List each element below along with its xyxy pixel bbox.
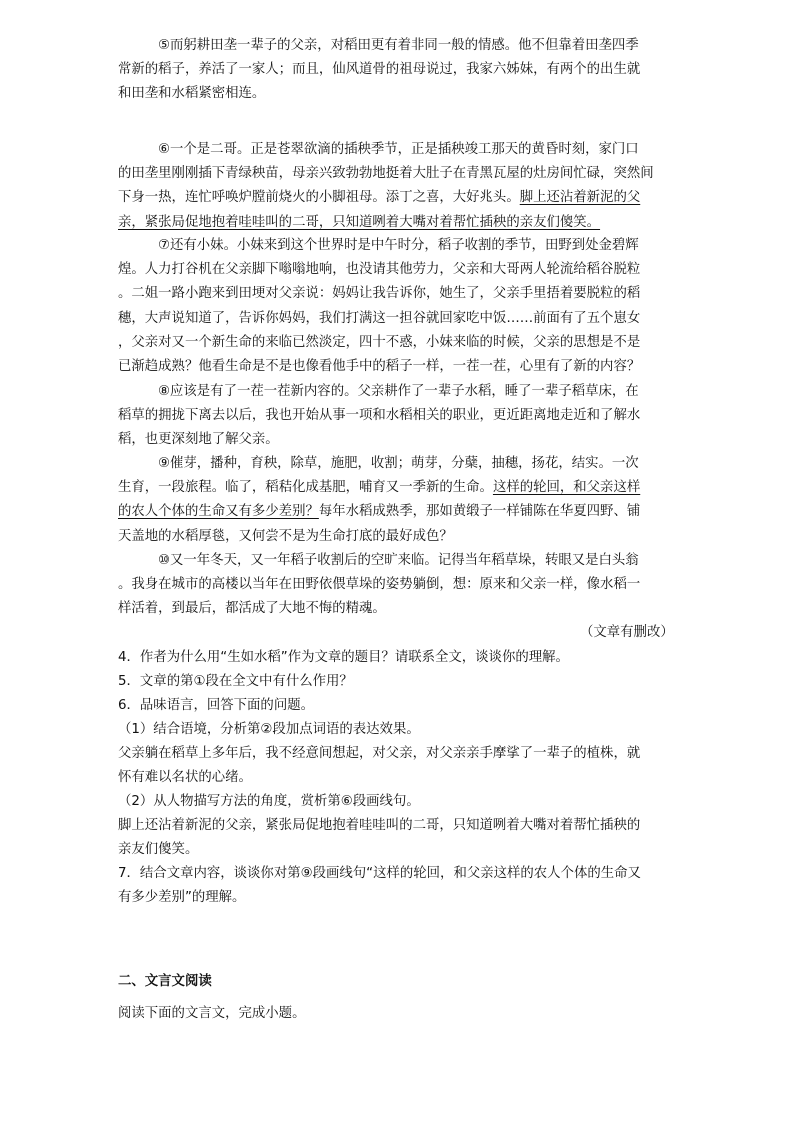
paragraph-5 [118, 34, 670, 107]
paragraph-line: ⑨催芽，播种，育秧，除草，施肥，收割；萌芽，分蘖，抽穗，扬花，结实。一次 [158, 456, 639, 471]
paragraph-line: 稻，也更深刻地了解父亲。 [118, 432, 279, 448]
paragraph-line [118, 500, 670, 524]
underlined-sentence: 这样的轮回，和父亲这样 [492, 480, 641, 496]
paragraph-line: ⑦还有小妹。小妹来到这个世界时是中午时分，稻子收割的季节，田野到处金碧辉 [158, 238, 639, 253]
paragraph-line: ⑩又一年冬天，又一年稻子收割后的空旷来临。记得当年稻草垛，转眼又是白头翁 [158, 553, 639, 568]
paragraph-10 [118, 549, 670, 622]
paragraph-line: 天盖地的水稻厚毯，又何尝不是为生命打底的最好成色？ [118, 528, 453, 544]
section-instruction: 阅读下面的文言文，完成小题。 [118, 1006, 306, 1021]
paragraph-line: 穗，大声说知道了，告诉你妈妈，我们打满这一担谷就回家吃中饭……前面有了五个崽女 [118, 310, 641, 326]
question-6-1: （1）结合语境，分析第②段加点词语的表达效果。 [118, 722, 420, 737]
paragraph-line: 的田垄里刚刚插下青绿秧苗，母亲兴致勃勃地挺着大肚子在青黑瓦屋的灶房间忙碌，突然间 [118, 166, 654, 182]
question-6-1-text: 怀有难以名状的心绪。 [118, 770, 252, 785]
underlined-sentence: 的农人个体的生命又有多少差别？ [118, 504, 319, 520]
question-4: 4．作者为什么用“生如水稻”作为文章的题目？请联系全文，谈谈你的理解。 [118, 650, 569, 665]
question-5: 5．文章的第①段在全文中有什么作用？ [118, 674, 353, 689]
paragraph-line: 煌。人力打谷机在父亲脚下嗡嗡地响，也没请其他劳力，父亲和大哥两人轮流给稻谷脱粒 [118, 262, 641, 278]
paragraph-line: ，父亲对又一个新生命的来临已然淡定，四十不惑，小妹来临的时候，父亲的思想是不是 [118, 334, 641, 350]
question-6-2-text: 脚上还沾着新泥的父亲，紧张局促地抱着哇哇叫的二哥，只知道咧着大嘴对着帮忙插秧的 [118, 818, 641, 833]
paragraph-8 [118, 380, 670, 453]
paragraph-line: 样活着，到最后，都活成了大地不悔的精魂。 [118, 601, 386, 617]
paragraph-line: 。我身在城市的高楼以当年在田野依偎草垛的姿势躺倒，想：原来和父亲一样，像水稻一 [118, 577, 641, 593]
section-title: 二、文言文阅读 [118, 974, 212, 989]
question-6: 6．品味语言，回答下面的问题。 [118, 698, 314, 713]
paragraph-line: 。二姐一路小跑来到田埂对父亲说：妈妈让我告诉你，她生了，父亲手里捂着要脱粒的稻 [118, 286, 641, 302]
paragraph-line: ⑧应该是有了一茬一茬新内容的。父亲耕作了一辈子水稻，睡了一辈子稻草床，在 [158, 384, 639, 399]
paragraph-text: 每年水稻成熟季，那如黄缎子一样铺陈在华夏四野、铺 [318, 504, 641, 520]
paragraph-line [118, 476, 670, 500]
paragraph-line [118, 186, 670, 210]
question-7: 7．结合文章内容，谈谈你对第⑨段画线句“这样的轮回，和父亲这样的农人个体的生命又 [118, 866, 641, 881]
paragraph-line: 和田垄和水稻紧密相连。 [118, 86, 266, 102]
underlined-sentence: 亲，紧张局促地抱着哇哇叫的二哥，只知道咧着大嘴对着帮忙插秧的亲友们傻笑。 [118, 214, 601, 230]
underlined-sentence: 脚上还沾着新泥的父 [519, 190, 641, 206]
paragraph-line: 已渐趋成熟？他看生命是不是也像看他手中的稻子一样，一茬一茬，心里有了新的内容？ [118, 359, 641, 375]
paragraph-6 [118, 138, 670, 235]
paragraph-line: ⑥一个是二哥。正是苍翠欲滴的插秧季节，正是插秧竣工那天的黄昏时刻，家门口 [158, 142, 639, 157]
paragraph-7 [118, 234, 670, 379]
paragraph-line: 常新的稻子，养活了一家人；而且，仙风道骨的祖母说过，我家六姊妹，有两个的出生就 [118, 62, 641, 78]
paragraph-text: 生育，一段旅程。临了，稻秸化成基肥，哺育又一季新的生命。 [118, 480, 493, 496]
paragraph-line: ⑤而躬耕田垄一辈子的父亲，对稻田更有着非同一般的情感。他不但靠着田垄四季 [158, 38, 639, 53]
source-note: （文章有删改） [580, 625, 674, 640]
paragraph-text: 下身一热，连忙呼唤炉膛前烧火的小脚祖母。添丁之喜，大好兆头。 [118, 190, 520, 206]
paragraph-line [118, 211, 670, 235]
question-6-2: （2）从人物描写方法的角度，赏析第⑥段画线句。 [118, 794, 420, 809]
question-6-2-text: 亲友们傻笑。 [118, 842, 199, 857]
paragraph-9 [118, 452, 670, 549]
question-6-1-text: 父亲躺在稻草上多年后，我不经意间想起，对父亲，对父亲亲手摩挲了一辈子的植株，就 [118, 746, 641, 761]
question-7: 有多少差别”的理解。 [118, 890, 246, 905]
paragraph-line: 稻草的拥拢下离去以后，我也开始从事一项和水稻相关的职业，更近距离地走近和了解水 [118, 408, 641, 424]
